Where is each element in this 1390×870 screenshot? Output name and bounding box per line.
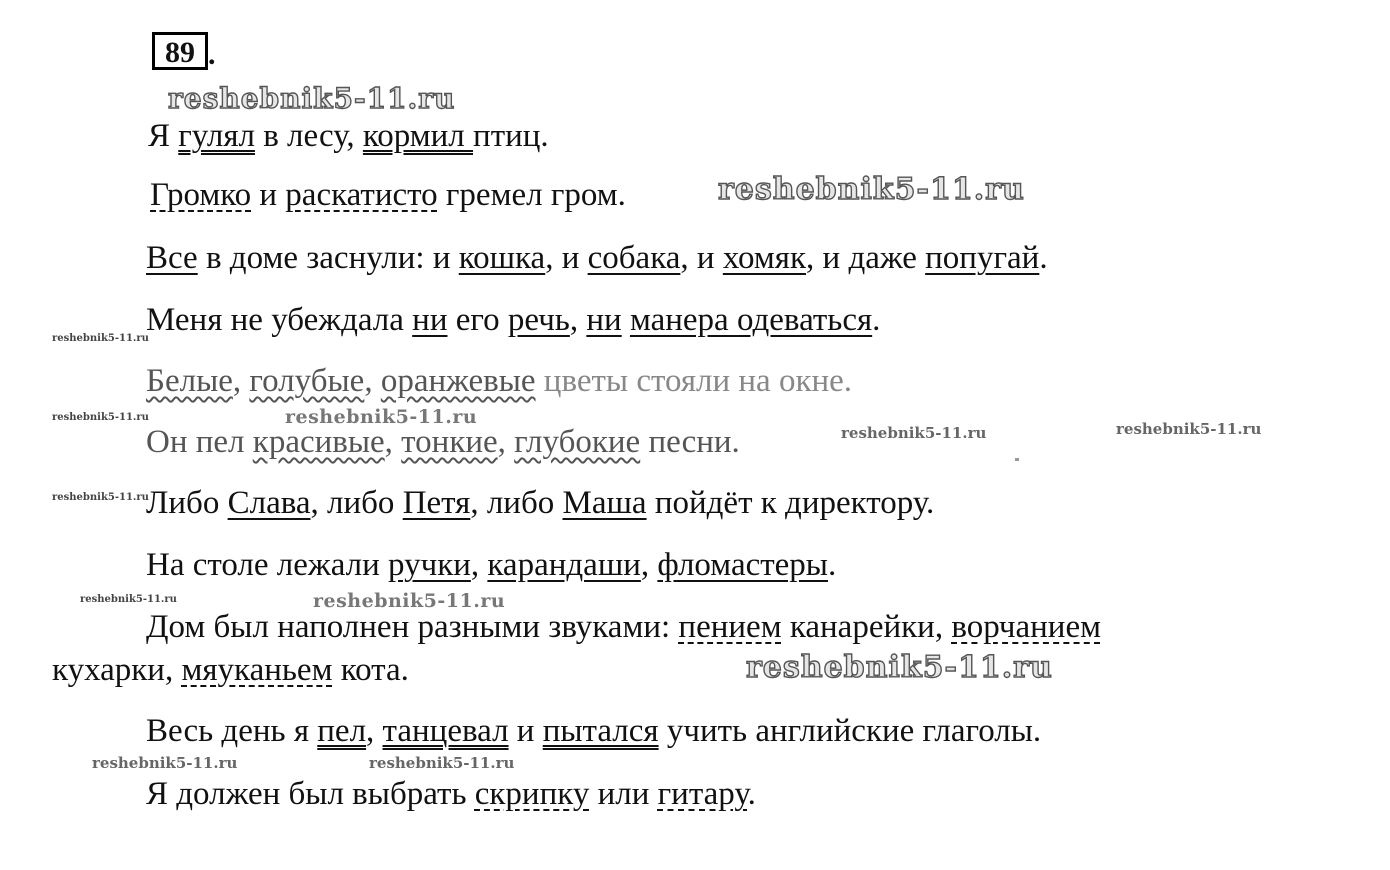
- watermark: reshebnik5-11.ru: [746, 650, 1053, 685]
- sentence-10: [146, 711, 1041, 751]
- object: гитару: [657, 776, 748, 812]
- sentence-2: [150, 175, 626, 215]
- word: ,: [470, 547, 488, 583]
- watermark: reshebnik5-11.ru: [168, 82, 456, 115]
- word: , и: [545, 240, 588, 276]
- sentence-9: [146, 607, 1101, 647]
- subject: речь: [507, 302, 570, 338]
- attribute: голубые: [249, 363, 365, 399]
- subject: Петя: [402, 485, 471, 521]
- word: пойдёт к директору.: [646, 485, 935, 521]
- word: ,: [366, 713, 383, 749]
- exercise-number-dot: .: [208, 38, 216, 71]
- word: кота.: [332, 652, 409, 688]
- attribute: оранжевые: [380, 363, 536, 399]
- word: ,: [364, 363, 381, 399]
- object: пением: [678, 609, 782, 645]
- word: На столе лежали: [146, 547, 389, 583]
- predicate: кормил: [362, 118, 474, 154]
- word: канарейки,: [781, 609, 952, 645]
- word: птиц.: [473, 118, 549, 154]
- subject: хомяк: [722, 240, 807, 276]
- attribute: красивые: [252, 424, 385, 460]
- subject: попугай: [925, 240, 1040, 276]
- attribute: Белые: [146, 363, 233, 399]
- word: .: [827, 547, 837, 583]
- word: учить английские глаголы.: [658, 713, 1042, 749]
- word: в лесу,: [254, 118, 363, 154]
- predicate: пел: [317, 713, 367, 749]
- word: его: [447, 302, 508, 338]
- watermark: reshebnik5-11.ru: [52, 333, 149, 344]
- object: ворчанием: [951, 609, 1101, 645]
- object: мяуканьем: [181, 652, 333, 688]
- watermark: reshebnik5-11.ru: [52, 412, 149, 423]
- word: ,: [640, 547, 658, 583]
- attribute: тонкие: [401, 424, 498, 460]
- subject: фломастеры: [657, 547, 828, 583]
- adverbial: Громко: [150, 177, 252, 213]
- word: .: [872, 302, 881, 338]
- sentence-4: [146, 300, 880, 340]
- word: ,: [384, 424, 402, 460]
- watermark: reshebnik5-11.ru: [52, 492, 149, 503]
- sentence-5: [146, 361, 852, 401]
- subject: манера одеваться: [629, 302, 873, 338]
- word: кухарки,: [52, 652, 182, 688]
- word: Я: [148, 118, 179, 154]
- word: ,: [232, 363, 250, 399]
- word: Меня не убеждала: [146, 302, 413, 338]
- word: и: [251, 177, 286, 213]
- subject: ни: [586, 302, 622, 338]
- watermark: reshebnik5-11.ru: [92, 754, 238, 772]
- subject: карандаши: [487, 547, 641, 583]
- word: Либо: [146, 485, 228, 521]
- subject: Маша: [562, 485, 647, 521]
- word: гремел гром.: [437, 177, 626, 213]
- predicate: гулял: [178, 118, 255, 154]
- word: и: [508, 713, 543, 749]
- sentence-1: [148, 116, 549, 156]
- predicate: танцевал: [382, 713, 509, 749]
- word: или: [589, 776, 658, 812]
- sentence-3: [146, 238, 1048, 278]
- word: цветы стояли на окне.: [535, 363, 853, 399]
- word: ,: [569, 302, 587, 338]
- adverbial: раскатисто: [285, 177, 438, 213]
- word: .: [747, 776, 756, 812]
- word: Он пел: [146, 424, 253, 460]
- predicate: пытался: [542, 713, 659, 749]
- sentence-7: [146, 483, 934, 523]
- subject: Все: [146, 240, 198, 276]
- watermark: reshebnik5-11.ru: [285, 406, 478, 428]
- word: Дом был наполнен разными звуками:: [146, 609, 679, 645]
- exercise-number: 89: [152, 32, 208, 70]
- subject: ручки: [388, 547, 471, 583]
- watermark: reshebnik5-11.ru: [718, 172, 1025, 207]
- word: , и: [680, 240, 723, 276]
- word: Весь день я: [146, 713, 318, 749]
- word: в доме заснули: и: [197, 240, 459, 276]
- sentence-9-continued: [52, 650, 409, 690]
- scan-artifact: [1015, 458, 1019, 461]
- sentence-8: [146, 545, 836, 585]
- watermark: reshebnik5-11.ru: [841, 424, 987, 442]
- word: .: [1039, 240, 1048, 276]
- subject: Слава: [227, 485, 311, 521]
- sentence-6: [146, 422, 740, 462]
- subject: собака: [587, 240, 681, 276]
- subject: ни: [412, 302, 448, 338]
- word: Я должен был выбрать: [146, 776, 475, 812]
- word: , либо: [470, 485, 563, 521]
- subject: кошка: [458, 240, 546, 276]
- sentence-11: [146, 774, 756, 814]
- word: [622, 302, 630, 338]
- object: скрипку: [474, 776, 590, 812]
- watermark: reshebnik5-11.ru: [313, 590, 506, 612]
- word: , и даже: [806, 240, 926, 276]
- watermark: reshebnik5-11.ru: [80, 594, 177, 605]
- word: песни.: [640, 424, 740, 460]
- attribute: глубокие: [514, 424, 641, 460]
- word: , либо: [310, 485, 403, 521]
- word: ,: [497, 424, 515, 460]
- watermark: reshebnik5-11.ru: [369, 754, 515, 772]
- watermark: reshebnik5-11.ru: [1116, 420, 1262, 438]
